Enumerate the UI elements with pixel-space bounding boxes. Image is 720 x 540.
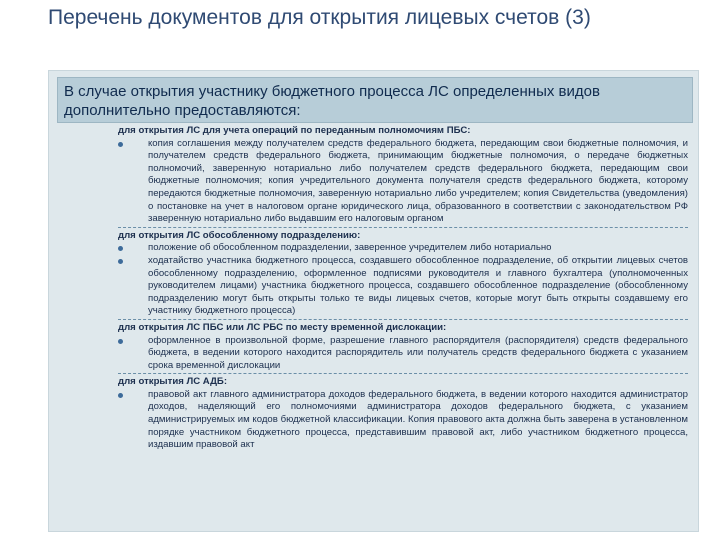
list-item xyxy=(118,242,688,255)
list-item xyxy=(118,138,688,226)
list-item-text: копия соглашения между получателем средств федерального бюджета, передающим свои бюджетные полномочия, и получателем средств федерального бюджета, принимающим бюджетные полномочия, о передаче бюджетных полномочий, заверенную нотариально либо получателем средств федерального бюджета, передающим свои бюджетные полномочия; копия учредительного документа получателя средств федерального бюджета, которому передаются бюджетные полномочия, заверенную нотариально либо учредителем; копия Свидетельства (уведомления) о постановке на учет в налоговом органе юридического лица, образованного в соответствии с законодательством РФ заверенную нотариально либо выдавшим его налоговым органом xyxy=(148,137,688,225)
list-item-text: положение об обособленном подразделении, заверенное учредителем либо нотариально xyxy=(148,242,552,254)
page-title: Перечень документов для открытия лицевых счетов (3) xyxy=(48,6,591,29)
list-item-text: ходатайство участника бюджетного процесса, создавшего обособленное подразделение, об открытии лицевых счетов обособленному подразделению, оформленное подписями руководителя и главного бухгалтера (уполномоченных руководителем лицами) участника бюджетного процесса, создавшего обособленное подразделение (обособленному подразделению могут быть открыты только те виды лицевых счетов, которые могут быть открыты создавшему его участнику бюджетного процесса) xyxy=(148,254,688,317)
bullet-icon xyxy=(118,339,123,344)
bullet-icon xyxy=(118,142,123,147)
bullet-icon xyxy=(118,393,123,398)
section-separate-division xyxy=(118,230,688,320)
bullet-icon xyxy=(118,246,123,251)
section-adb xyxy=(118,376,688,453)
section-title: для открытия ЛС обособленному подразделению: xyxy=(118,229,361,241)
section-delegated-powers xyxy=(118,125,688,228)
list-item-text: правовой акт главного администратора доходов федерального бюджета, в ведении которого находится администратор доходов, наделяющий его полномочиями администратора доходов федерального бюджета, с указанием администрируемых им кодов бюджетной классификации. Копия правового акта должна быть заверена в установленном порядке участником бюджетного процесса, представившим правовой акт, либо участником бюджетного процесса, издавшим правовой акт xyxy=(148,388,688,451)
list-item xyxy=(118,389,688,452)
section-title: для открытия ЛС для учета операций по переданным полномочиям ПБС: xyxy=(118,125,471,136)
section-temporary-location xyxy=(118,322,688,374)
section-title: для открытия ЛС ПБС или ЛС РБС по месту временной дислокации: xyxy=(118,321,447,333)
list-item-text: оформленное в произвольной форме, разрешение главного распорядителя (распорядителя) средств федерального бюджета, в ведении которого находится распорядитель или получатель средств федерального бюджета с указанием срока временной дислокации xyxy=(148,334,688,371)
bullet-icon xyxy=(118,259,123,264)
document-list xyxy=(118,125,688,455)
list-item xyxy=(118,255,688,318)
panel-header: В случае открытия участнику бюджетного процесса ЛС определенных видов дополнительно предоставляются: xyxy=(57,77,693,123)
section-title: для открытия ЛС АДБ: xyxy=(118,376,228,388)
list-item xyxy=(118,335,688,373)
